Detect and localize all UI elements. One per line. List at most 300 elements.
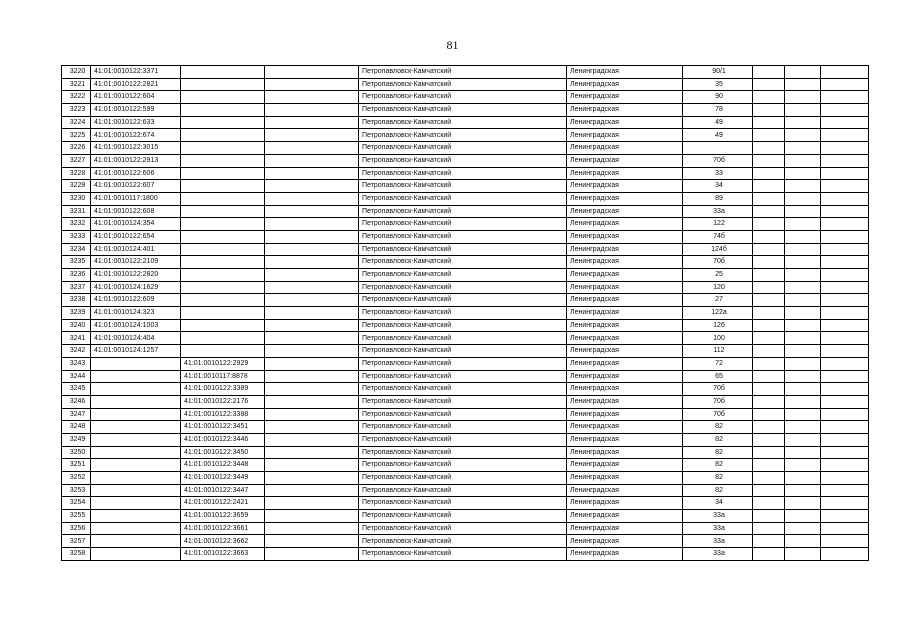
- cadastral-number-cell: 41:01:0010124:1629: [91, 281, 181, 294]
- empty-cell: [265, 167, 359, 180]
- city-cell: Петропавловск-Камчатский: [359, 421, 567, 434]
- empty-cell: [753, 319, 785, 332]
- row-number-cell: 3253: [62, 484, 91, 497]
- empty-cell: [265, 421, 359, 434]
- empty-cell: [785, 370, 821, 383]
- empty-cell: [785, 357, 821, 370]
- empty-cell: [821, 383, 869, 396]
- table-row: [62, 78, 869, 91]
- row-number-cell: 3252: [62, 472, 91, 485]
- house-number-cell: 33а: [683, 510, 753, 523]
- cadastral-number-cell: 41:01:0010122:654: [91, 230, 181, 243]
- table-row: [62, 218, 869, 231]
- empty-cell: [821, 294, 869, 307]
- row-number-cell: 3241: [62, 332, 91, 345]
- empty-cell: [821, 142, 869, 155]
- empty-cell: [753, 142, 785, 155]
- cadastral-number-cell: [91, 433, 181, 446]
- house-number-cell: 74б: [683, 230, 753, 243]
- street-cell: Ленинградская: [567, 497, 683, 510]
- empty-cell: [785, 243, 821, 256]
- row-number-cell: 3236: [62, 269, 91, 282]
- empty-cell: [821, 104, 869, 117]
- table-row: [62, 472, 869, 485]
- house-number-cell: 34: [683, 497, 753, 510]
- cadastral-number-alt-cell: [181, 66, 265, 79]
- city-cell: Петропавловск-Камчатский: [359, 78, 567, 91]
- empty-cell: [785, 497, 821, 510]
- empty-cell: [821, 497, 869, 510]
- city-cell: Петропавловск-Камчатский: [359, 129, 567, 142]
- city-cell: Петропавловск-Камчатский: [359, 319, 567, 332]
- house-number-cell: 126: [683, 319, 753, 332]
- empty-cell: [785, 205, 821, 218]
- city-cell: Петропавловск-Камчатский: [359, 218, 567, 231]
- cadastral-number-alt-cell: [181, 129, 265, 142]
- table-row: [62, 510, 869, 523]
- empty-cell: [785, 522, 821, 535]
- empty-cell: [821, 116, 869, 129]
- table-row: [62, 294, 869, 307]
- house-number-cell: 49: [683, 129, 753, 142]
- empty-cell: [821, 129, 869, 142]
- house-number-cell: 82: [683, 433, 753, 446]
- street-cell: Ленинградская: [567, 395, 683, 408]
- cadastral-number-cell: 41:01:0010122:604: [91, 91, 181, 104]
- cadastral-number-alt-cell: [181, 294, 265, 307]
- empty-cell: [821, 256, 869, 269]
- empty-cell: [265, 78, 359, 91]
- registry-table: [61, 65, 869, 561]
- empty-cell: [785, 433, 821, 446]
- row-number-cell: 3239: [62, 307, 91, 320]
- empty-cell: [785, 472, 821, 485]
- table-row: [62, 408, 869, 421]
- empty-cell: [753, 522, 785, 535]
- empty-cell: [265, 129, 359, 142]
- street-cell: Ленинградская: [567, 446, 683, 459]
- city-cell: Петропавловск-Камчатский: [359, 91, 567, 104]
- empty-cell: [821, 154, 869, 167]
- street-cell: Ленинградская: [567, 269, 683, 282]
- cadastral-number-cell: 41:01:0010122:2821: [91, 78, 181, 91]
- empty-cell: [753, 129, 785, 142]
- city-cell: Петропавловск-Камчатский: [359, 548, 567, 561]
- empty-cell: [821, 281, 869, 294]
- row-number-cell: 3254: [62, 497, 91, 510]
- cadastral-number-cell: [91, 421, 181, 434]
- table-row: [62, 192, 869, 205]
- street-cell: Ленинградская: [567, 307, 683, 320]
- empty-cell: [785, 383, 821, 396]
- house-number-cell: 78: [683, 104, 753, 117]
- cadastral-number-cell: 41:01:0010122:606: [91, 167, 181, 180]
- city-cell: Петропавловск-Камчатский: [359, 154, 567, 167]
- empty-cell: [753, 167, 785, 180]
- empty-cell: [785, 142, 821, 155]
- cadastral-number-cell: 41:01:0010124:401: [91, 243, 181, 256]
- empty-cell: [265, 256, 359, 269]
- street-cell: Ленинградская: [567, 421, 683, 434]
- empty-cell: [265, 357, 359, 370]
- table-row: [62, 332, 869, 345]
- city-cell: Петропавловск-Камчатский: [359, 256, 567, 269]
- cadastral-number-alt-cell: [181, 91, 265, 104]
- city-cell: Петропавловск-Камчатский: [359, 167, 567, 180]
- cadastral-number-cell: [91, 510, 181, 523]
- empty-cell: [265, 281, 359, 294]
- cadastral-number-alt-cell: [181, 281, 265, 294]
- empty-cell: [785, 281, 821, 294]
- cadastral-number-cell: 41:01:0010122:633: [91, 116, 181, 129]
- cadastral-number-cell: 41:01:0010124:354: [91, 218, 181, 231]
- cadastral-number-alt-cell: 41:01:0010122:3446: [181, 433, 265, 446]
- cadastral-number-alt-cell: [181, 269, 265, 282]
- cadastral-number-cell: [91, 497, 181, 510]
- street-cell: Ленинградская: [567, 256, 683, 269]
- empty-cell: [753, 408, 785, 421]
- row-number-cell: 3221: [62, 78, 91, 91]
- empty-cell: [265, 294, 359, 307]
- street-cell: Ленинградская: [567, 433, 683, 446]
- city-cell: Петропавловск-Камчатский: [359, 459, 567, 472]
- street-cell: Ленинградская: [567, 66, 683, 79]
- empty-cell: [821, 332, 869, 345]
- table-row: [62, 345, 869, 358]
- empty-cell: [785, 218, 821, 231]
- cadastral-number-alt-cell: [181, 332, 265, 345]
- house-number-cell: 70б: [683, 408, 753, 421]
- empty-cell: [821, 522, 869, 535]
- empty-cell: [821, 243, 869, 256]
- street-cell: Ленинградская: [567, 472, 683, 485]
- city-cell: Петропавловск-Камчатский: [359, 522, 567, 535]
- row-number-cell: 3251: [62, 459, 91, 472]
- empty-cell: [753, 370, 785, 383]
- empty-cell: [785, 535, 821, 548]
- street-cell: Ленинградская: [567, 294, 683, 307]
- empty-cell: [753, 395, 785, 408]
- cadastral-number-alt-cell: 41:01:0010122:3448: [181, 459, 265, 472]
- empty-cell: [785, 510, 821, 523]
- empty-cell: [785, 307, 821, 320]
- table-row: [62, 167, 869, 180]
- empty-cell: [265, 459, 359, 472]
- empty-cell: [265, 395, 359, 408]
- house-number-cell: 33а: [683, 522, 753, 535]
- city-cell: Петропавловск-Камчатский: [359, 535, 567, 548]
- table-row: [62, 269, 869, 282]
- house-number-cell: 33а: [683, 548, 753, 561]
- street-cell: Ленинградская: [567, 205, 683, 218]
- house-number-cell: 25: [683, 269, 753, 282]
- cadastral-number-cell: [91, 446, 181, 459]
- cadastral-number-cell: [91, 548, 181, 561]
- empty-cell: [821, 548, 869, 561]
- table-row: [62, 484, 869, 497]
- empty-cell: [265, 535, 359, 548]
- empty-cell: [785, 192, 821, 205]
- empty-cell: [785, 294, 821, 307]
- empty-cell: [753, 116, 785, 129]
- empty-cell: [753, 66, 785, 79]
- empty-cell: [821, 510, 869, 523]
- cadastral-number-cell: [91, 459, 181, 472]
- row-number-cell: 3233: [62, 230, 91, 243]
- table-row: [62, 256, 869, 269]
- city-cell: Петропавловск-Камчатский: [359, 446, 567, 459]
- cadastral-number-alt-cell: [181, 116, 265, 129]
- cadastral-number-alt-cell: 41:01:0010122:3661: [181, 522, 265, 535]
- empty-cell: [785, 230, 821, 243]
- cadastral-number-alt-cell: 41:01:0010117:8878: [181, 370, 265, 383]
- empty-cell: [753, 484, 785, 497]
- empty-cell: [265, 269, 359, 282]
- cadastral-number-alt-cell: 41:01:0010122:3450: [181, 446, 265, 459]
- empty-cell: [753, 510, 785, 523]
- empty-cell: [265, 307, 359, 320]
- row-number-cell: 3237: [62, 281, 91, 294]
- empty-cell: [265, 230, 359, 243]
- empty-cell: [821, 408, 869, 421]
- cadastral-number-alt-cell: [181, 319, 265, 332]
- empty-cell: [265, 192, 359, 205]
- empty-cell: [265, 154, 359, 167]
- empty-cell: [821, 230, 869, 243]
- cadastral-number-alt-cell: [181, 307, 265, 320]
- empty-cell: [265, 205, 359, 218]
- cadastral-number-cell: [91, 370, 181, 383]
- empty-cell: [753, 472, 785, 485]
- row-number-cell: 3223: [62, 104, 91, 117]
- empty-cell: [265, 91, 359, 104]
- empty-cell: [753, 383, 785, 396]
- empty-cell: [265, 433, 359, 446]
- table-row: [62, 129, 869, 142]
- house-number-cell: 90/1: [683, 66, 753, 79]
- street-cell: Ленинградская: [567, 332, 683, 345]
- street-cell: Ленинградская: [567, 459, 683, 472]
- row-number-cell: 3228: [62, 167, 91, 180]
- row-number-cell: 3244: [62, 370, 91, 383]
- city-cell: Петропавловск-Камчатский: [359, 357, 567, 370]
- row-number-cell: 3225: [62, 129, 91, 142]
- empty-cell: [785, 180, 821, 193]
- empty-cell: [785, 256, 821, 269]
- street-cell: Ленинградская: [567, 142, 683, 155]
- empty-cell: [265, 522, 359, 535]
- table-row: [62, 243, 869, 256]
- empty-cell: [753, 548, 785, 561]
- cadastral-number-alt-cell: 41:01:0010122:3659: [181, 510, 265, 523]
- cadastral-number-cell: 41:01:0010122:607: [91, 180, 181, 193]
- street-cell: Ленинградская: [567, 78, 683, 91]
- empty-cell: [265, 548, 359, 561]
- empty-cell: [753, 230, 785, 243]
- empty-cell: [821, 345, 869, 358]
- empty-cell: [265, 332, 359, 345]
- cadastral-number-alt-cell: 41:01:0010122:3449: [181, 472, 265, 485]
- street-cell: Ленинградская: [567, 104, 683, 117]
- house-number-cell: 65: [683, 370, 753, 383]
- empty-cell: [753, 218, 785, 231]
- street-cell: Ленинградская: [567, 319, 683, 332]
- empty-cell: [821, 535, 869, 548]
- table-row: [62, 205, 869, 218]
- house-number-cell: 122: [683, 218, 753, 231]
- cadastral-number-alt-cell: [181, 243, 265, 256]
- cadastral-number-cell: 41:01:0010122:674: [91, 129, 181, 142]
- city-cell: Петропавловск-Камчатский: [359, 383, 567, 396]
- cadastral-number-cell: 41:01:0010124:1257: [91, 345, 181, 358]
- row-number-cell: 3227: [62, 154, 91, 167]
- city-cell: Петропавловск-Камчатский: [359, 205, 567, 218]
- house-number-cell: 33: [683, 167, 753, 180]
- cadastral-number-cell: [91, 408, 181, 421]
- empty-cell: [753, 497, 785, 510]
- empty-cell: [821, 421, 869, 434]
- empty-cell: [785, 167, 821, 180]
- empty-cell: [265, 116, 359, 129]
- empty-cell: [785, 129, 821, 142]
- empty-cell: [821, 472, 869, 485]
- row-number-cell: 3230: [62, 192, 91, 205]
- empty-cell: [753, 256, 785, 269]
- city-cell: Петропавловск-Камчатский: [359, 281, 567, 294]
- house-number-cell: 82: [683, 446, 753, 459]
- empty-cell: [265, 180, 359, 193]
- cadastral-number-cell: [91, 522, 181, 535]
- house-number-cell: 70б: [683, 383, 753, 396]
- empty-cell: [785, 154, 821, 167]
- street-cell: Ленинградская: [567, 243, 683, 256]
- cadastral-number-alt-cell: 41:01:0010122:2176: [181, 395, 265, 408]
- cadastral-number-alt-cell: 41:01:0010122:3663: [181, 548, 265, 561]
- table-row: [62, 446, 869, 459]
- empty-cell: [821, 459, 869, 472]
- table-row: [62, 548, 869, 561]
- city-cell: Петропавловск-Камчатский: [359, 104, 567, 117]
- street-cell: Ленинградская: [567, 370, 683, 383]
- cadastral-number-cell: 41:01:0010117:1800: [91, 192, 181, 205]
- street-cell: Ленинградская: [567, 383, 683, 396]
- empty-cell: [265, 408, 359, 421]
- street-cell: Ленинградская: [567, 230, 683, 243]
- cadastral-number-alt-cell: 41:01:0010122:2929: [181, 357, 265, 370]
- row-number-cell: 3224: [62, 116, 91, 129]
- city-cell: Петропавловск-Камчатский: [359, 408, 567, 421]
- city-cell: Петропавловск-Камчатский: [359, 433, 567, 446]
- empty-cell: [265, 66, 359, 79]
- street-cell: Ленинградская: [567, 180, 683, 193]
- house-number-cell: 35: [683, 78, 753, 91]
- empty-cell: [821, 205, 869, 218]
- empty-cell: [785, 91, 821, 104]
- street-cell: Ленинградская: [567, 167, 683, 180]
- street-cell: Ленинградская: [567, 522, 683, 535]
- empty-cell: [821, 269, 869, 282]
- empty-cell: [821, 218, 869, 231]
- cadastral-number-cell: 41:01:0010124:323: [91, 307, 181, 320]
- row-number-cell: 3234: [62, 243, 91, 256]
- cadastral-number-cell: [91, 383, 181, 396]
- street-cell: Ленинградская: [567, 129, 683, 142]
- empty-cell: [785, 345, 821, 358]
- house-number-cell: 33а: [683, 535, 753, 548]
- cadastral-number-alt-cell: [181, 78, 265, 91]
- empty-cell: [785, 116, 821, 129]
- empty-cell: [753, 421, 785, 434]
- cadastral-number-cell: [91, 395, 181, 408]
- cadastral-number-cell: [91, 484, 181, 497]
- row-number-cell: 3229: [62, 180, 91, 193]
- house-number-cell: 90: [683, 91, 753, 104]
- cadastral-number-cell: [91, 357, 181, 370]
- empty-cell: [753, 535, 785, 548]
- row-number-cell: 3232: [62, 218, 91, 231]
- table-row: [62, 395, 869, 408]
- table-row: [62, 357, 869, 370]
- row-number-cell: 3247: [62, 408, 91, 421]
- house-number-cell: 124б: [683, 243, 753, 256]
- cadastral-number-alt-cell: 41:01:0010122:3389: [181, 383, 265, 396]
- empty-cell: [265, 484, 359, 497]
- city-cell: Петропавловск-Камчатский: [359, 484, 567, 497]
- page-number: 81: [446, 38, 459, 52]
- row-number-cell: 3243: [62, 357, 91, 370]
- city-cell: Петропавловск-Камчатский: [359, 472, 567, 485]
- empty-cell: [753, 180, 785, 193]
- cadastral-number-cell: 41:01:0010122:599: [91, 104, 181, 117]
- cadastral-number-alt-cell: 41:01:0010122:3662: [181, 535, 265, 548]
- row-number-cell: 3256: [62, 522, 91, 535]
- cadastral-number-alt-cell: [181, 142, 265, 155]
- cadastral-number-cell: 41:01:0010122:2820: [91, 269, 181, 282]
- city-cell: Петропавловск-Камчатский: [359, 230, 567, 243]
- empty-cell: [753, 78, 785, 91]
- house-number-cell: 70б: [683, 395, 753, 408]
- empty-cell: [753, 192, 785, 205]
- cadastral-number-alt-cell: [181, 345, 265, 358]
- empty-cell: [785, 269, 821, 282]
- empty-cell: [753, 281, 785, 294]
- empty-cell: [785, 421, 821, 434]
- empty-cell: [785, 484, 821, 497]
- house-number-cell: 70б: [683, 154, 753, 167]
- table-row: [62, 230, 869, 243]
- row-number-cell: 3240: [62, 319, 91, 332]
- house-number-cell: 72: [683, 357, 753, 370]
- street-cell: Ленинградская: [567, 91, 683, 104]
- row-number-cell: 3222: [62, 91, 91, 104]
- city-cell: Петропавловск-Камчатский: [359, 294, 567, 307]
- empty-cell: [265, 104, 359, 117]
- empty-cell: [785, 332, 821, 345]
- city-cell: Петропавловск-Камчатский: [359, 332, 567, 345]
- row-number-cell: 3220: [62, 66, 91, 79]
- empty-cell: [753, 154, 785, 167]
- empty-cell: [753, 307, 785, 320]
- house-number-cell: 33а: [683, 205, 753, 218]
- street-cell: Ленинградская: [567, 548, 683, 561]
- empty-cell: [753, 433, 785, 446]
- cadastral-number-alt-cell: [181, 167, 265, 180]
- street-cell: Ленинградская: [567, 408, 683, 421]
- cadastral-number-alt-cell: 41:01:0010122:3388: [181, 408, 265, 421]
- empty-cell: [753, 332, 785, 345]
- cadastral-number-cell: 41:01:0010122:2913: [91, 154, 181, 167]
- table-row: [62, 154, 869, 167]
